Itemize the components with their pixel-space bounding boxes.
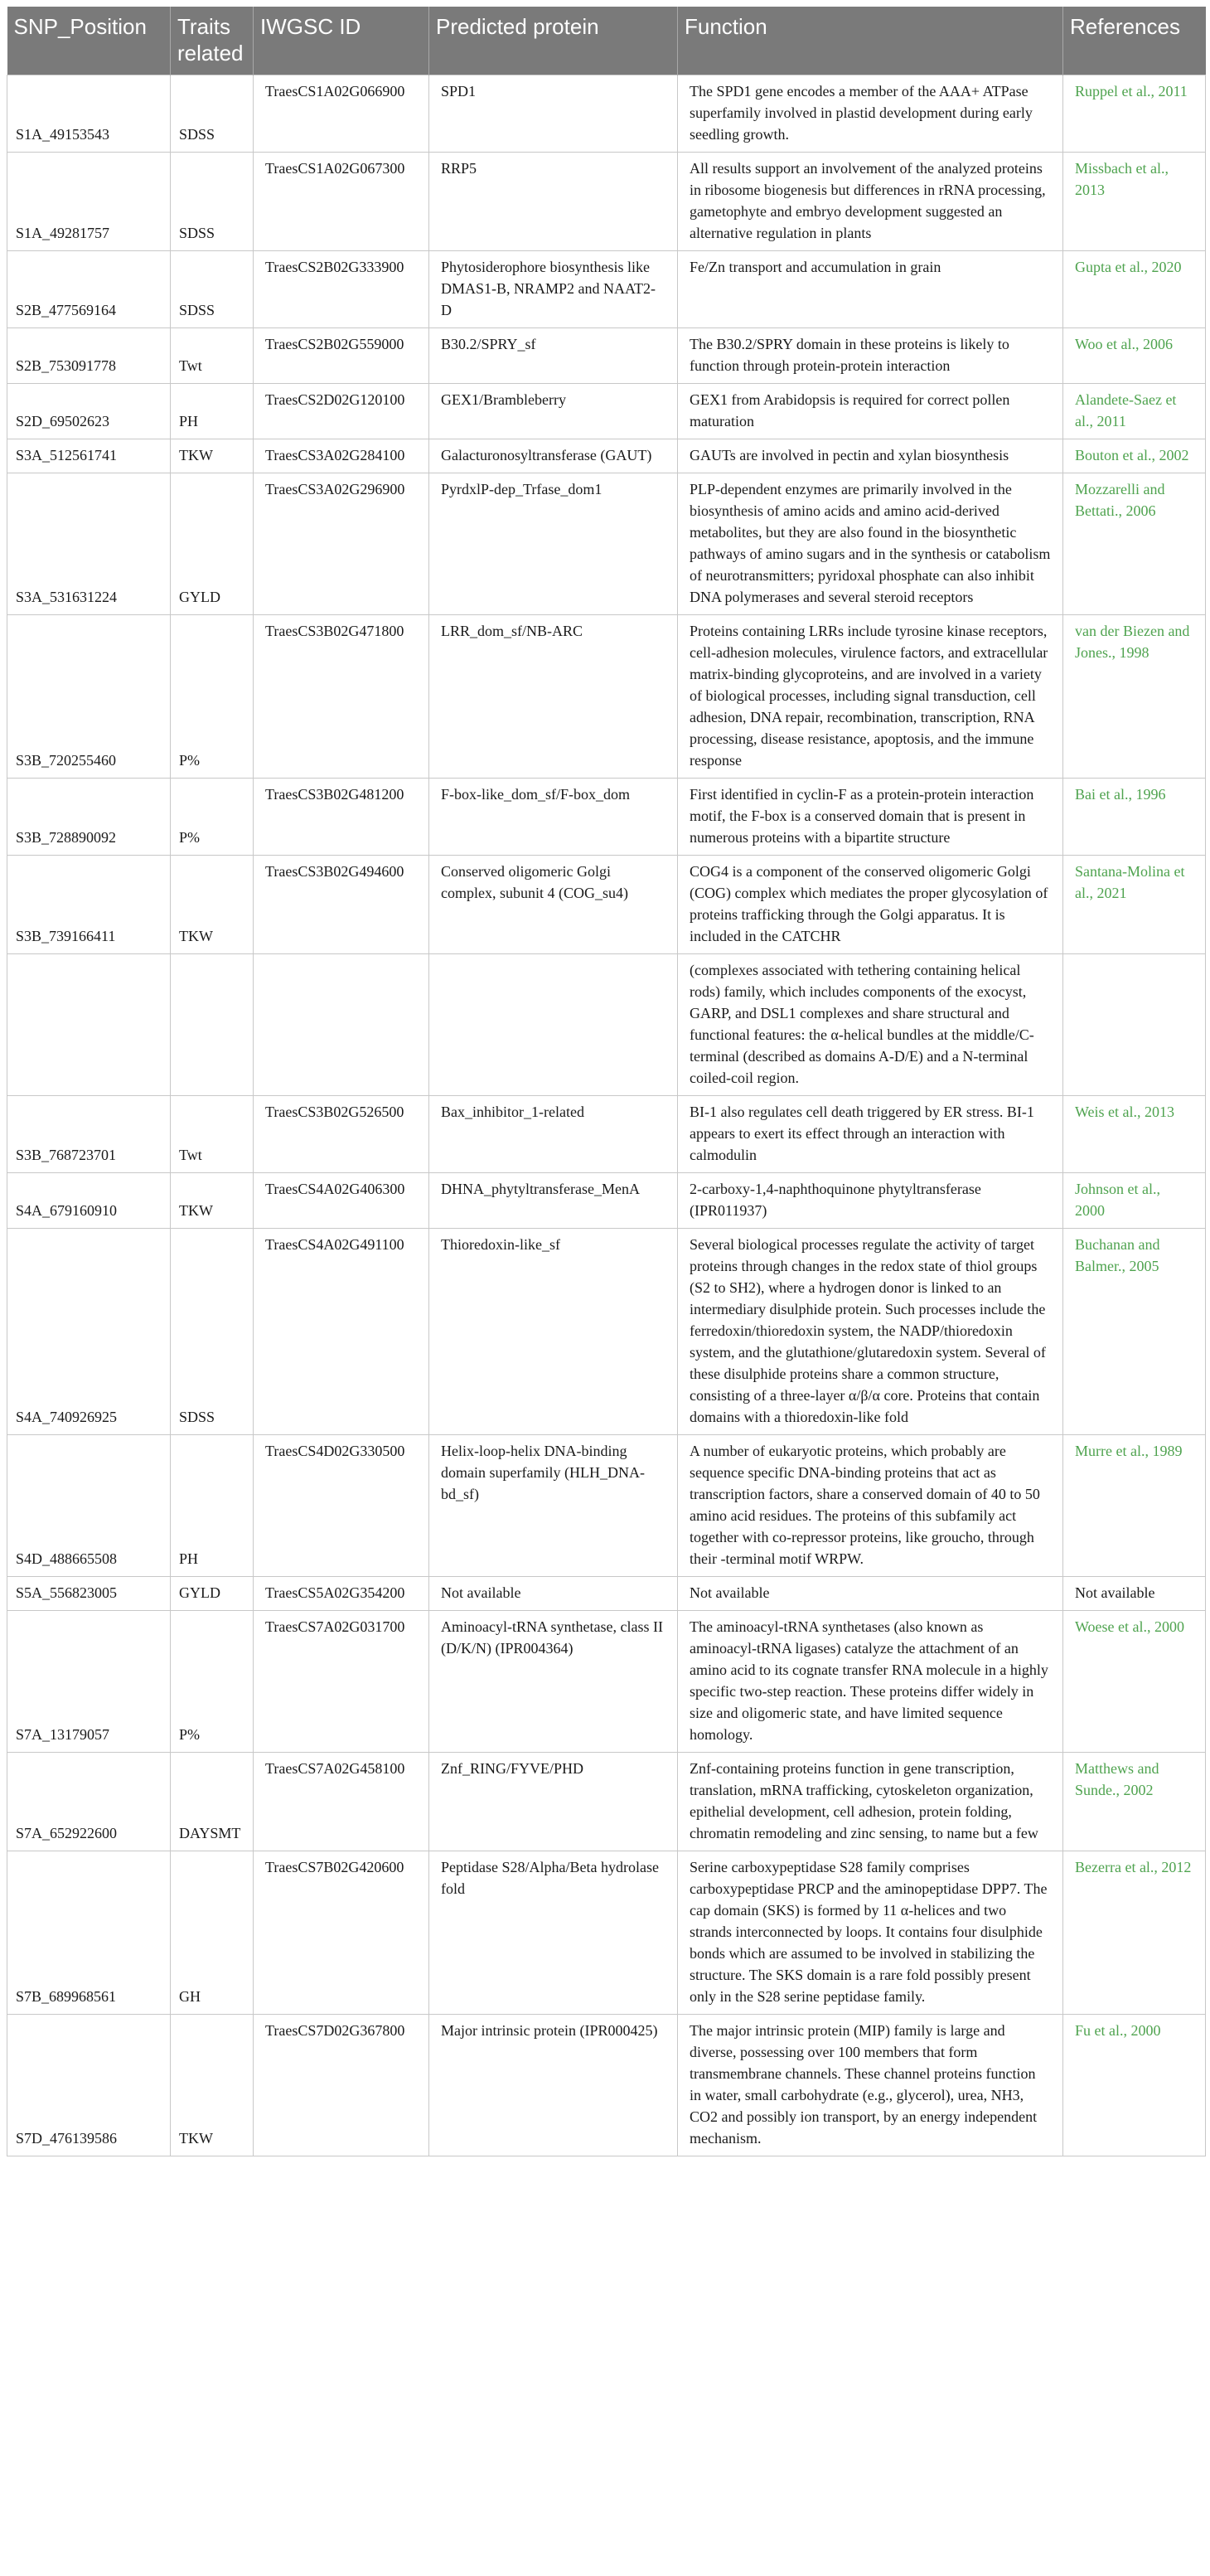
reference-cell xyxy=(1063,328,1206,384)
iwgsc-id-cell: TraesCS7D02G367800 xyxy=(254,2015,429,2156)
reference-link[interactable]: Bouton et al., 2002 xyxy=(1075,447,1189,463)
trait-cell: SDSS xyxy=(171,251,254,328)
iwgsc-id-cell: TraesCS4A02G491100 xyxy=(254,1229,429,1435)
reference-cell xyxy=(1063,153,1206,251)
reference-cell xyxy=(1063,856,1206,954)
iwgsc-id-cell xyxy=(254,954,429,1096)
snp-position-cell: S4D_488665508 xyxy=(7,1435,171,1577)
table-row xyxy=(7,1851,1206,2015)
trait-cell: GYLD xyxy=(171,473,254,615)
predicted-protein-cell: LRR_dom_sf/NB-ARC xyxy=(429,615,678,779)
predicted-protein-cell: Phytosiderophore biosynthesis like DMAS1-B, NRAMP2 and NAAT2-D xyxy=(429,251,678,328)
table-row xyxy=(7,1753,1206,1851)
reference-link[interactable]: Ruppel et al., 2011 xyxy=(1075,83,1188,99)
function-cell: All results support an involvement of the analyzed proteins in ribosome biogenesis but differences in rRNA processing, gametophyte and embryo development suggested an alternative regulation in plants xyxy=(678,153,1063,251)
trait-cell: TKW xyxy=(171,439,254,473)
iwgsc-id-cell: TraesCS1A02G067300 xyxy=(254,153,429,251)
reference-cell xyxy=(1063,1577,1206,1611)
iwgsc-id-cell: TraesCS2D02G120100 xyxy=(254,384,429,439)
table-row xyxy=(7,1435,1206,1577)
reference-cell xyxy=(1063,75,1206,153)
function-cell: COG4 is a component of the conserved oligomeric Golgi (COG) complex which mediates the proper glycosylation of proteins trafficking through the Golgi apparatus. It is included in the CATCHR xyxy=(678,856,1063,954)
table-row xyxy=(7,384,1206,439)
trait-cell: DAYSMT xyxy=(171,1753,254,1851)
reference-cell xyxy=(1063,384,1206,439)
function-cell: The B30.2/SPRY domain in these proteins is likely to function through protein-protein interaction xyxy=(678,328,1063,384)
reference-cell xyxy=(1063,1229,1206,1435)
reference-link[interactable]: Mozzarelli and Bettati., 2006 xyxy=(1075,481,1165,519)
table-row xyxy=(7,153,1206,251)
iwgsc-id-cell: TraesCS3A02G284100 xyxy=(254,439,429,473)
reference-link[interactable]: Bezerra et al., 2012 xyxy=(1075,1859,1192,1875)
table-row xyxy=(7,615,1206,779)
function-cell: GEX1 from Arabidopsis is required for correct pollen maturation xyxy=(678,384,1063,439)
predicted-protein-cell: Helix-loop-helix DNA-binding domain superfamily (HLH_DNA-bd_sf) xyxy=(429,1435,678,1577)
trait-cell: TKW xyxy=(171,856,254,954)
table-row xyxy=(7,439,1206,473)
trait-cell: TKW xyxy=(171,1173,254,1229)
snp-position-cell: S2B_477569164 xyxy=(7,251,171,328)
predicted-protein-cell: DHNA_phytyltransferase_MenA xyxy=(429,1173,678,1229)
function-cell: Fe/Zn transport and accumulation in grain xyxy=(678,251,1063,328)
iwgsc-id-cell: TraesCS2B02G333900 xyxy=(254,251,429,328)
iwgsc-id-cell: TraesCS4D02G330500 xyxy=(254,1435,429,1577)
trait-cell: TKW xyxy=(171,2015,254,2156)
function-cell: Znf-containing proteins function in gene transcription, translation, mRNA trafficking, cytoskeleton organization, epithelial development, cell adhesion, protein folding, chromatin remodeling and zinc sensing, to name but a few xyxy=(678,1753,1063,1851)
reference-cell xyxy=(1063,954,1206,1096)
table-row xyxy=(7,251,1206,328)
function-cell: GAUTs are involved in pectin and xylan biosynthesis xyxy=(678,439,1063,473)
reference-link[interactable]: Woese et al., 2000 xyxy=(1075,1618,1185,1635)
reference-link[interactable]: Weis et al., 2013 xyxy=(1075,1104,1175,1120)
function-cell: Serine carboxypeptidase S28 family comprises carboxypeptidase PRCP and the aminopeptidase DPP7. The cap domain (SKS) is formed by 11 α-helices and two strands interconnected by loops. It contains four disulphide bonds which are assumed to be involved in stabilizing the structure. The SKS domain is a rare fold possibly present only in the S28 serine peptidase family. xyxy=(678,1851,1063,2015)
predicted-protein-cell: PyrdxlP-dep_Trfase_dom1 xyxy=(429,473,678,615)
table-row xyxy=(7,1611,1206,1753)
function-cell: BI-1 also regulates cell death triggered by ER stress. BI-1 appears to exert its effect through an interaction with calmodulin xyxy=(678,1096,1063,1173)
predicted-protein-cell: Aminoacyl-tRNA synthetase, class II (D/K/N) (IPR004364) xyxy=(429,1611,678,1753)
trait-cell: SDSS xyxy=(171,153,254,251)
iwgsc-id-cell: TraesCS3B02G526500 xyxy=(254,1096,429,1173)
function-cell: A number of eukaryotic proteins, which probably are sequence specific DNA-binding proteins that act as transcription factors, share a conserved domain of 40 to 50 amino acid residues. The proteins of this subfamily act together with co-repressor proteins, like groucho, through their -terminal motif WRPW. xyxy=(678,1435,1063,1577)
predicted-protein-cell: F-box-like_dom_sf/F-box_dom xyxy=(429,779,678,856)
snp-position-cell: S7A_652922600 xyxy=(7,1753,171,1851)
predicted-protein-cell: Znf_RING/FYVE/PHD xyxy=(429,1753,678,1851)
reference-cell xyxy=(1063,2015,1206,2156)
reference-link[interactable]: Bai et al., 1996 xyxy=(1075,786,1166,803)
table-row xyxy=(7,1577,1206,1611)
table-row xyxy=(7,856,1206,954)
function-cell: The aminoacyl-tRNA synthetases (also known as aminoacyl-tRNA ligases) catalyze the attachment of an amino acid to its cognate transfer RNA molecule in a highly specific two-step reaction. These proteins differ widely in size and oligomeric state, and have limited sequence homology. xyxy=(678,1611,1063,1753)
table-row xyxy=(7,1229,1206,1435)
iwgsc-id-cell: TraesCS1A02G066900 xyxy=(254,75,429,153)
function-cell: Proteins containing LRRs include tyrosine kinase receptors, cell-adhesion molecules, virulence factors, and extracellular matrix-binding glycoproteins, and are involved in a variety of biological processes, including signal transduction, cell adhesion, DNA repair, recombination, transcription, RNA processing, disease resistance, apoptosis, and the immune response xyxy=(678,615,1063,779)
predicted-protein-cell: SPD1 xyxy=(429,75,678,153)
snp-position-cell: S1A_49281757 xyxy=(7,153,171,251)
trait-cell: P% xyxy=(171,1611,254,1753)
header-iwgsc-id: IWGSC ID xyxy=(254,7,429,75)
table-row xyxy=(7,1096,1206,1173)
predicted-protein-cell: Not available xyxy=(429,1577,678,1611)
predicted-protein-cell: Galacturonosyltransferase (GAUT) xyxy=(429,439,678,473)
snp-position-cell: S2D_69502623 xyxy=(7,384,171,439)
table-row xyxy=(7,954,1206,1096)
table-row xyxy=(7,779,1206,856)
reference-link[interactable]: van der Biezen and Jones., 1998 xyxy=(1075,623,1190,661)
predicted-protein-cell: Thioredoxin-like_sf xyxy=(429,1229,678,1435)
reference-cell xyxy=(1063,439,1206,473)
reference-link[interactable]: Murre et al., 1989 xyxy=(1075,1443,1183,1459)
header-traits-related: Traits related xyxy=(171,7,254,75)
predicted-protein-cell: Peptidase S28/Alpha/Beta hydrolase fold xyxy=(429,1851,678,2015)
function-cell: First identified in cyclin-F as a protein-protein interaction motif, the F-box is a conserved domain that is present in numerous proteins with a bipartite structure xyxy=(678,779,1063,856)
iwgsc-id-cell: TraesCS3B02G481200 xyxy=(254,779,429,856)
predicted-protein-cell: B30.2/SPRY_sf xyxy=(429,328,678,384)
iwgsc-id-cell: TraesCS7A02G031700 xyxy=(254,1611,429,1753)
function-cell: PLP-dependent enzymes are primarily involved in the biosynthesis of amino acids and amino acid-derived metabolites, but they are also found in the biosynthetic pathways of amino sugars and in the synthesis or catabolism of neurotransmitters; pyridoxal phosphate can also inhibit DNA polymerases and several steroid receptors xyxy=(678,473,1063,615)
reference-link[interactable]: Matthews and Sunde., 2002 xyxy=(1075,1760,1159,1798)
trait-cell: P% xyxy=(171,615,254,779)
iwgsc-id-cell: TraesCS2B02G559000 xyxy=(254,328,429,384)
predicted-protein-cell: GEX1/Brambleberry xyxy=(429,384,678,439)
table-row xyxy=(7,328,1206,384)
iwgsc-id-cell: TraesCS4A02G406300 xyxy=(254,1173,429,1229)
reference-cell xyxy=(1063,1173,1206,1229)
function-cell: The major intrinsic protein (MIP) family is large and diverse, possessing over 100 members that form transmembrane channels. These channel proteins function in water, small carbohydrate (e.g., glycerol), urea, NH3, CO2 and possibly ion transport, by an energy independent mechanism. xyxy=(678,2015,1063,2156)
snp-position-cell: S7B_689968561 xyxy=(7,1851,171,2015)
function-cell: 2-carboxy-1,4-naphthoquinone phytyltransferase (IPR011937) xyxy=(678,1173,1063,1229)
header-snp-position: SNP_Position xyxy=(7,7,171,75)
function-cell: Several biological processes regulate the activity of target proteins through changes in the redox state of thiol groups (S2 to SH2), where a hydrogen donor is linked to an intermediary disulphide protein. Such processes include the ferredoxin/thioredoxin system, the NADP/thioredoxin system, and the glutathione/glutaredoxin system. Several of these disulphide proteins share a common structure, consisting of a three-layer α/β/α core. Proteins that contain domains with a thioredoxin-like fold xyxy=(678,1229,1063,1435)
reference-cell xyxy=(1063,1611,1206,1753)
iwgsc-id-cell: TraesCS3B02G494600 xyxy=(254,856,429,954)
trait-cell: Twt xyxy=(171,1096,254,1173)
reference-link[interactable]: Alandete-Saez et al., 2011 xyxy=(1075,391,1177,429)
table-row xyxy=(7,2015,1206,2156)
reference-link[interactable]: Santana-Molina et al., 2021 xyxy=(1075,863,1185,901)
snp-position-cell: S5A_556823005 xyxy=(7,1577,171,1611)
predicted-protein-cell xyxy=(429,954,678,1096)
reference-link[interactable]: Fu et al., 2000 xyxy=(1075,2022,1161,2039)
reference-cell xyxy=(1063,473,1206,615)
header-row xyxy=(7,7,1206,75)
reference-link[interactable]: Gupta et al., 2020 xyxy=(1075,259,1182,275)
snp-position-cell: S3A_531631224 xyxy=(7,473,171,615)
predicted-protein-cell: Conserved oligomeric Golgi complex, subunit 4 (COG_su4) xyxy=(429,856,678,954)
snp-position-cell: S7D_476139586 xyxy=(7,2015,171,2156)
snp-position-cell: S4A_740926925 xyxy=(7,1229,171,1435)
reference-link[interactable]: Johnson et al., 2000 xyxy=(1075,1181,1160,1219)
function-cell: Not available xyxy=(678,1577,1063,1611)
predicted-protein-cell: Bax_inhibitor_1-related xyxy=(429,1096,678,1173)
reference-cell xyxy=(1063,1435,1206,1577)
table-body xyxy=(7,75,1206,2156)
snp-position-cell: S3B_739166411 xyxy=(7,856,171,954)
header-predicted-protein: Predicted protein xyxy=(429,7,678,75)
reference-cell xyxy=(1063,779,1206,856)
snp-position-cell: S2B_753091778 xyxy=(7,328,171,384)
snp-position-cell xyxy=(7,954,171,1096)
snp-position-cell: S3B_768723701 xyxy=(7,1096,171,1173)
reference-cell xyxy=(1063,1851,1206,2015)
trait-cell xyxy=(171,954,254,1096)
reference-link[interactable]: Woo et al., 2006 xyxy=(1075,336,1174,352)
trait-cell: SDSS xyxy=(171,75,254,153)
snp-position-cell: S3A_512561741 xyxy=(7,439,171,473)
snp-position-cell: S1A_49153543 xyxy=(7,75,171,153)
snp-position-cell: S3B_720255460 xyxy=(7,615,171,779)
trait-cell: P% xyxy=(171,779,254,856)
snp-position-cell: S3B_728890092 xyxy=(7,779,171,856)
predicted-protein-cell: Major intrinsic protein (IPR000425) xyxy=(429,2015,678,2156)
trait-cell: Twt xyxy=(171,328,254,384)
function-cell: (complexes associated with tethering containing helical rods) family, which includes components of the exocyst, GARP, and DSL1 complexes and share structural and functional features: the α-helical bundles at the middle/C-terminal (described as domains A-D/E) and a N-terminal coiled-coil region. xyxy=(678,954,1063,1096)
snp-position-cell: S7A_13179057 xyxy=(7,1611,171,1753)
iwgsc-id-cell: TraesCS7A02G458100 xyxy=(254,1753,429,1851)
iwgsc-id-cell: TraesCS7B02G420600 xyxy=(254,1851,429,2015)
reference-cell xyxy=(1063,251,1206,328)
function-cell: The SPD1 gene encodes a member of the AAA+ ATPase superfamily involved in plastid development during early seedling growth. xyxy=(678,75,1063,153)
reference-cell xyxy=(1063,615,1206,779)
trait-cell: PH xyxy=(171,1435,254,1577)
trait-cell: SDSS xyxy=(171,1229,254,1435)
snp-table xyxy=(7,7,1206,2156)
iwgsc-id-cell: TraesCS3B02G471800 xyxy=(254,615,429,779)
table-row xyxy=(7,75,1206,153)
trait-cell: GH xyxy=(171,1851,254,2015)
trait-cell: PH xyxy=(171,384,254,439)
iwgsc-id-cell: TraesCS5A02G354200 xyxy=(254,1577,429,1611)
reference-link[interactable]: Buchanan and Balmer., 2005 xyxy=(1075,1236,1160,1274)
header-references: References xyxy=(1063,7,1206,75)
table-row xyxy=(7,473,1206,615)
reference-link[interactable]: Missbach et al., 2013 xyxy=(1075,160,1169,198)
reference-cell xyxy=(1063,1753,1206,1851)
trait-cell: GYLD xyxy=(171,1577,254,1611)
table-header xyxy=(7,7,1206,75)
reference-link: Not available xyxy=(1075,1584,1155,1601)
table-row xyxy=(7,1173,1206,1229)
iwgsc-id-cell: TraesCS3A02G296900 xyxy=(254,473,429,615)
reference-cell xyxy=(1063,1096,1206,1173)
snp-position-cell: S4A_679160910 xyxy=(7,1173,171,1229)
header-function: Function xyxy=(678,7,1063,75)
predicted-protein-cell: RRP5 xyxy=(429,153,678,251)
